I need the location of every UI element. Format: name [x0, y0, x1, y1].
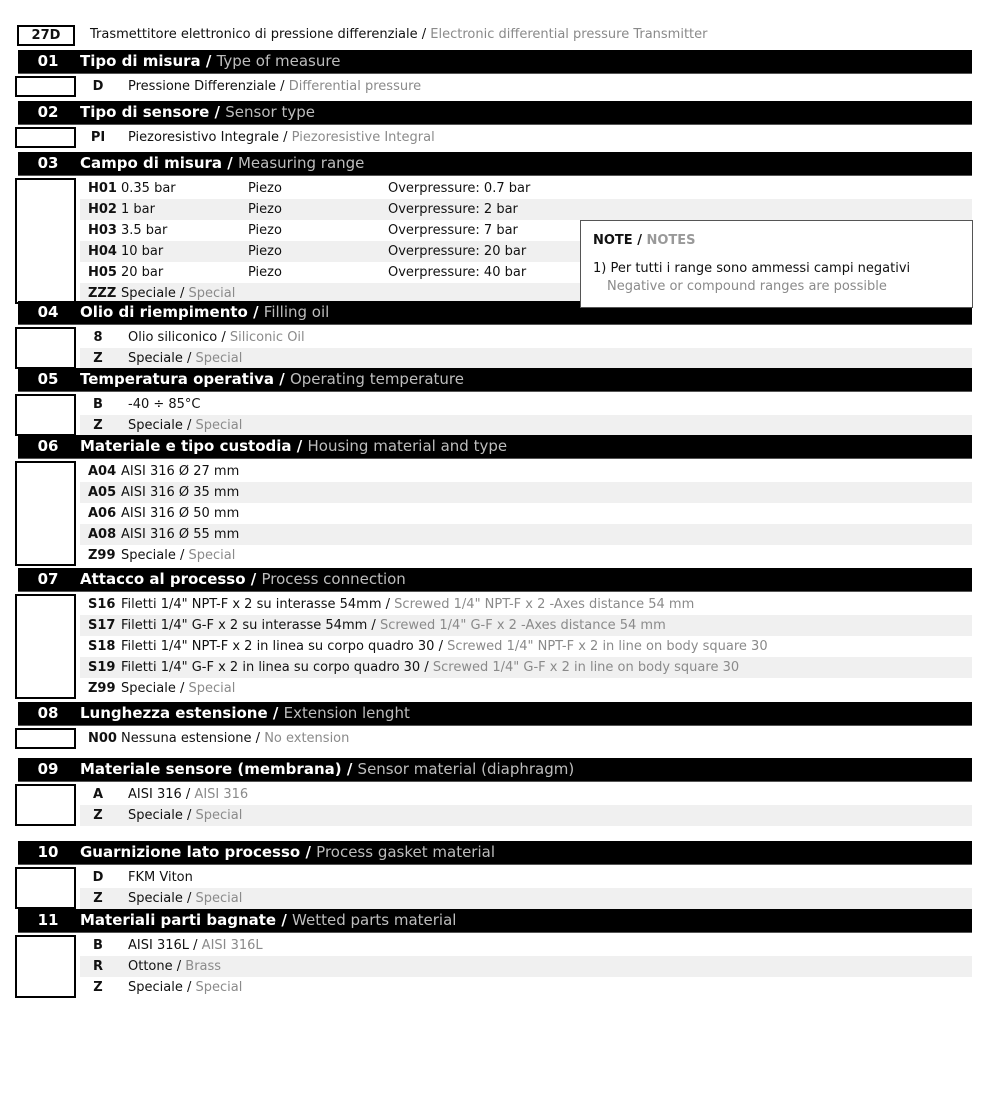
section-title: Materiale e tipo custodia / Housing material and type — [80, 437, 508, 455]
option-text-it: Speciale — [121, 286, 176, 301]
section-08 — [0, 702, 996, 749]
section-number: 02 — [37, 103, 59, 121]
code-selection-box[interactable] — [15, 594, 76, 699]
section-header — [18, 152, 972, 176]
option-description: Speciale / Special — [121, 681, 236, 696]
section-number: 08 — [37, 704, 59, 722]
option-text-it: Pressione Differenziale — [128, 79, 277, 94]
option-text-it: Speciale — [128, 351, 183, 366]
option-row — [80, 784, 972, 805]
section-header — [18, 841, 972, 865]
option-code: PI — [90, 130, 106, 145]
section-number: 03 — [37, 154, 59, 172]
notes-title-it: NOTE — [593, 233, 633, 248]
section-title: Attacco al processo / Process connection — [80, 570, 406, 588]
option-row — [80, 545, 972, 566]
section-header — [18, 101, 972, 125]
section-title-it: Guarnizione lato processo — [80, 843, 301, 861]
option-sensor-type: Piezo — [248, 181, 282, 196]
option-text-en: Brass — [185, 959, 222, 974]
section-title-it: Lunghezza estensione — [80, 704, 268, 722]
option-text-it: Filetti 1/4" NPT-F x 2 su interasse 54mm — [121, 597, 382, 612]
option-code: A06 — [88, 506, 117, 521]
code-selection-box[interactable] — [15, 76, 76, 97]
option-text-it: Speciale — [128, 418, 183, 433]
notes-title: NOTE / NOTES — [593, 233, 696, 248]
notes-title-en: NOTES — [646, 233, 696, 248]
option-row — [80, 805, 972, 826]
option-text-it: AISI 316 Ø 55 mm — [121, 527, 240, 542]
option-text-en: AISI 316L — [201, 938, 263, 953]
option-text-it: Filetti 1/4" NPT-F x 2 in linea su corpo quadro 30 — [121, 639, 435, 654]
option-row — [80, 482, 972, 503]
option-description: Filetti 1/4" G-F x 2 in linea su corpo quadro 30 / Screwed 1/4" G-F x 2 in line on body square 30 — [121, 660, 740, 675]
option-text-en: Siliconic Oil — [229, 330, 305, 345]
section-header — [18, 50, 972, 74]
option-description: Speciale / Special — [128, 891, 243, 906]
code-selection-box[interactable] — [15, 867, 76, 909]
section-number: 04 — [37, 303, 59, 321]
option-description: AISI 316 / AISI 316 — [128, 787, 249, 802]
option-text-en: Special — [195, 891, 243, 906]
option-text-en: Screwed 1/4" NPT-F x 2 -Axes distance 54 mm — [394, 597, 695, 612]
option-code: ZZZ — [88, 286, 117, 301]
option-text-en: Screwed 1/4" G-F x 2 in line on body square 30 — [432, 660, 740, 675]
option-text-it: FKM Viton — [128, 870, 193, 885]
section-10 — [0, 841, 996, 909]
option-code: Z99 — [88, 548, 116, 563]
option-code: H03 — [88, 223, 117, 238]
option-description: Speciale / Special — [121, 548, 236, 563]
section-11 — [0, 909, 996, 998]
option-code: Z — [93, 418, 103, 433]
option-text-en: Special — [188, 681, 236, 696]
option-overpressure: Overpressure: 20 bar — [388, 244, 527, 259]
option-row — [80, 935, 972, 956]
section-title-en: Operating temperature — [289, 370, 464, 388]
code-selection-box[interactable] — [15, 327, 76, 369]
option-description: Filetti 1/4" NPT-F x 2 in linea su corpo quadro 30 / Screwed 1/4" NPT-F x 2 in line on body square 30 — [121, 639, 768, 654]
option-row — [80, 594, 972, 615]
note-1-en: Negative or compound ranges are possible — [607, 279, 887, 294]
option-text-en: Special — [195, 351, 243, 366]
section-header — [18, 758, 972, 782]
option-code: A08 — [88, 527, 117, 542]
option-text-it: AISI 316 Ø 35 mm — [121, 485, 240, 500]
section-title-en: Extension lenght — [283, 704, 410, 722]
section-title: Materiali parti bagnate / Wetted parts material — [80, 911, 457, 929]
code-selection-box[interactable] — [15, 394, 76, 436]
option-code: Z — [93, 980, 103, 995]
section-title-en: Type of measure — [216, 52, 341, 70]
option-text-en: Piezoresistive Integral — [291, 130, 435, 145]
option-text-it: Speciale — [128, 891, 183, 906]
section-header — [18, 702, 972, 726]
option-code: H05 — [88, 265, 117, 280]
option-code: Z — [93, 351, 103, 366]
option-sensor-type: Piezo — [248, 223, 282, 238]
option-code: S18 — [88, 639, 116, 654]
option-code: Z — [93, 808, 103, 823]
option-text-en: Special — [188, 286, 236, 301]
section-header — [18, 568, 972, 592]
option-description — [128, 394, 201, 415]
section-title-en: Housing material and type — [307, 437, 508, 455]
section-04 — [0, 301, 996, 369]
section-header — [18, 368, 972, 392]
section-title-en: Process connection — [261, 570, 406, 588]
section-title: Guarnizione lato processo / Process gasket material — [80, 843, 495, 861]
section-number: 07 — [37, 570, 59, 588]
section-title: Campo di misura / Measuring range — [80, 154, 365, 172]
option-row — [80, 615, 972, 636]
option-row — [80, 415, 972, 436]
option-description: Ottone / Brass — [128, 959, 222, 974]
option-description: Nessuna estensione / No extension — [121, 731, 350, 746]
option-row — [80, 636, 972, 657]
option-text-en: AISI 316 — [194, 787, 249, 802]
section-02 — [0, 101, 996, 148]
section-title-it: Tipo di sensore — [80, 103, 210, 121]
option-description: Speciale / Special — [128, 808, 243, 823]
section-title-it: Materiale e tipo custodia — [80, 437, 292, 455]
option-text-en: Special — [195, 418, 243, 433]
option-description: Speciale / Special — [128, 980, 243, 995]
option-row — [80, 888, 972, 909]
section-header — [18, 435, 972, 459]
option-text-it: Speciale — [121, 548, 176, 563]
option-text-it: AISI 316L — [128, 938, 190, 953]
option-text-en: Special — [195, 808, 243, 823]
section-title-it: Olio di riempimento — [80, 303, 248, 321]
option-range: 0.35 bar — [121, 181, 176, 196]
product-title-en: Electronic differential pressure Transmitter — [430, 27, 708, 42]
option-code: A — [92, 787, 104, 802]
option-description — [121, 482, 239, 503]
option-description: Olio siliconico / Siliconic Oil — [128, 330, 305, 345]
option-code: A04 — [88, 464, 117, 479]
option-row — [80, 348, 972, 369]
option-text-it: Ottone — [128, 959, 173, 974]
option-description: Pressione Differenziale / Differential pressure — [128, 79, 422, 94]
option-description — [121, 503, 239, 524]
title-separator: / — [417, 27, 431, 42]
option-row — [80, 199, 972, 220]
section-title: Temperatura operativa / Operating temperature — [80, 370, 464, 388]
option-code: N00 — [88, 731, 117, 746]
option-range: 10 bar — [121, 244, 164, 259]
option-row — [80, 461, 972, 482]
option-description: Speciale / Special — [128, 351, 243, 366]
option-text-it: Olio siliconico — [128, 330, 218, 345]
option-code: A05 — [88, 485, 117, 500]
option-row — [80, 678, 972, 699]
option-text-en: No extension — [264, 731, 350, 746]
option-overpressure: Overpressure: 40 bar — [388, 265, 527, 280]
section-title-it: Tipo di misura — [80, 52, 201, 70]
option-text-it: Speciale — [128, 980, 183, 995]
option-text-it: Speciale — [128, 808, 183, 823]
section-title-it: Campo di misura — [80, 154, 223, 172]
code-selection-box[interactable] — [15, 127, 76, 148]
section-title-it: Materiali parti bagnate — [80, 911, 277, 929]
option-code: Z — [93, 891, 103, 906]
section-title: Materiale sensore (membrana) / Sensor material (diaphragm) — [80, 760, 575, 778]
section-number: 11 — [37, 911, 59, 929]
section-number: 05 — [37, 370, 59, 388]
section-05 — [0, 368, 996, 436]
section-title-en: Measuring range — [237, 154, 365, 172]
section-title-it: Materiale sensore (membrana) — [80, 760, 342, 778]
option-description: Speciale / Special — [121, 286, 236, 301]
option-range: 20 bar — [121, 265, 164, 280]
option-description — [121, 524, 239, 545]
option-code: H02 — [88, 202, 117, 217]
option-code: D — [92, 870, 104, 885]
option-row — [80, 76, 972, 97]
section-number: 01 — [37, 52, 59, 70]
option-description: AISI 316L / AISI 316L — [128, 938, 263, 953]
option-code: H04 — [88, 244, 117, 259]
option-row — [80, 327, 972, 348]
option-text-it: AISI 316 Ø 27 mm — [121, 464, 240, 479]
option-code: S17 — [88, 618, 116, 633]
section-header — [18, 909, 972, 933]
notes-box — [580, 220, 973, 308]
section-number: 10 — [37, 843, 59, 861]
note-1-it: 1) Per tutti i range sono ammessi campi negativi — [593, 261, 911, 276]
option-text-it: Nessuna estensione — [121, 731, 252, 746]
option-row — [80, 127, 972, 148]
option-text-en: Differential pressure — [288, 79, 422, 94]
section-title-it: Temperatura operativa — [80, 370, 275, 388]
option-code: B — [93, 938, 103, 953]
section-06 — [0, 435, 996, 566]
option-description — [121, 461, 239, 482]
option-text-it: Filetti 1/4" G-F x 2 in linea su corpo quadro 30 — [121, 660, 421, 675]
option-text-en: Special — [195, 980, 243, 995]
option-text-it: Speciale — [121, 681, 176, 696]
section-title-en: Process gasket material — [316, 843, 495, 861]
option-code: B — [93, 397, 103, 412]
option-code: 8 — [93, 330, 103, 345]
product-title-it: Trasmettitore elettronico di pressione differenziale — [90, 27, 418, 42]
option-overpressure: Overpressure: 7 bar — [388, 223, 518, 238]
option-row — [80, 503, 972, 524]
option-description: Filetti 1/4" G-F x 2 su interasse 54mm / Screwed 1/4" G-F x 2 -Axes distance 54 mm — [121, 618, 666, 633]
option-row — [80, 657, 972, 678]
option-row — [80, 977, 972, 998]
section-title: Lunghezza estensione / Extension lenght — [80, 704, 410, 722]
option-code: R — [92, 959, 103, 974]
option-description: Filetti 1/4" NPT-F x 2 su interasse 54mm / Screwed 1/4" NPT-F x 2 -Axes distance 54 mm — [121, 597, 695, 612]
product-title — [90, 26, 708, 43]
section-09 — [0, 758, 996, 826]
option-row — [80, 867, 972, 888]
section-title: Tipo di sensore / Sensor type — [80, 103, 315, 121]
option-code: H01 — [88, 181, 117, 196]
option-code: S16 — [88, 597, 116, 612]
option-code: D — [92, 79, 104, 94]
option-overpressure: Overpressure: 0.7 bar — [388, 181, 531, 196]
section-07 — [0, 568, 996, 699]
code-selection-box[interactable] — [15, 178, 76, 304]
option-overpressure: Overpressure: 2 bar — [388, 202, 518, 217]
option-text-it: AISI 316 — [128, 787, 182, 802]
section-01 — [0, 50, 996, 97]
section-title-en: Sensor type — [225, 103, 315, 121]
option-code: Z99 — [88, 681, 116, 696]
section-title-en: Filling oil — [263, 303, 330, 321]
option-text-it: AISI 316 Ø 50 mm — [121, 506, 240, 521]
option-text-en: Special — [188, 548, 236, 563]
option-range: 1 bar — [121, 202, 155, 217]
option-text-en: Screwed 1/4" NPT-F x 2 in line on body square 30 — [447, 639, 768, 654]
option-sensor-type: Piezo — [248, 244, 282, 259]
code-selection-box[interactable] — [15, 461, 76, 566]
code-selection-box[interactable] — [15, 784, 76, 826]
option-row — [80, 394, 972, 415]
product-code-box: 27D — [17, 25, 75, 46]
code-selection-box[interactable] — [15, 935, 76, 998]
section-title-it: Attacco al processo — [80, 570, 246, 588]
option-row — [80, 956, 972, 977]
option-text-it: Filetti 1/4" G-F x 2 su interasse 54mm — [121, 618, 368, 633]
option-range: 3.5 bar — [121, 223, 168, 238]
section-number: 09 — [37, 760, 59, 778]
section-title: Olio di riempimento / Filling oil — [80, 303, 330, 321]
option-sensor-type: Piezo — [248, 202, 282, 217]
section-title: Tipo di misura / Type of measure — [80, 52, 341, 70]
option-text-it: -40 ÷ 85°C — [128, 397, 201, 412]
section-title-en: Sensor material (diaphragm) — [357, 760, 575, 778]
option-text-it: Piezoresistivo Integrale — [128, 130, 279, 145]
option-description: Speciale / Special — [128, 418, 243, 433]
option-row — [80, 524, 972, 545]
section-title-en: Wetted parts material — [292, 911, 457, 929]
option-text-en: Screwed 1/4" G-F x 2 -Axes distance 54 mm — [379, 618, 666, 633]
option-description — [128, 867, 193, 888]
option-row — [80, 728, 972, 749]
option-description: Piezoresistivo Integrale / Piezoresistive Integral — [128, 130, 435, 145]
option-code: S19 — [88, 660, 116, 675]
option-row — [80, 178, 972, 199]
section-number: 06 — [37, 437, 59, 455]
code-selection-box[interactable] — [15, 728, 76, 749]
option-sensor-type: Piezo — [248, 265, 282, 280]
